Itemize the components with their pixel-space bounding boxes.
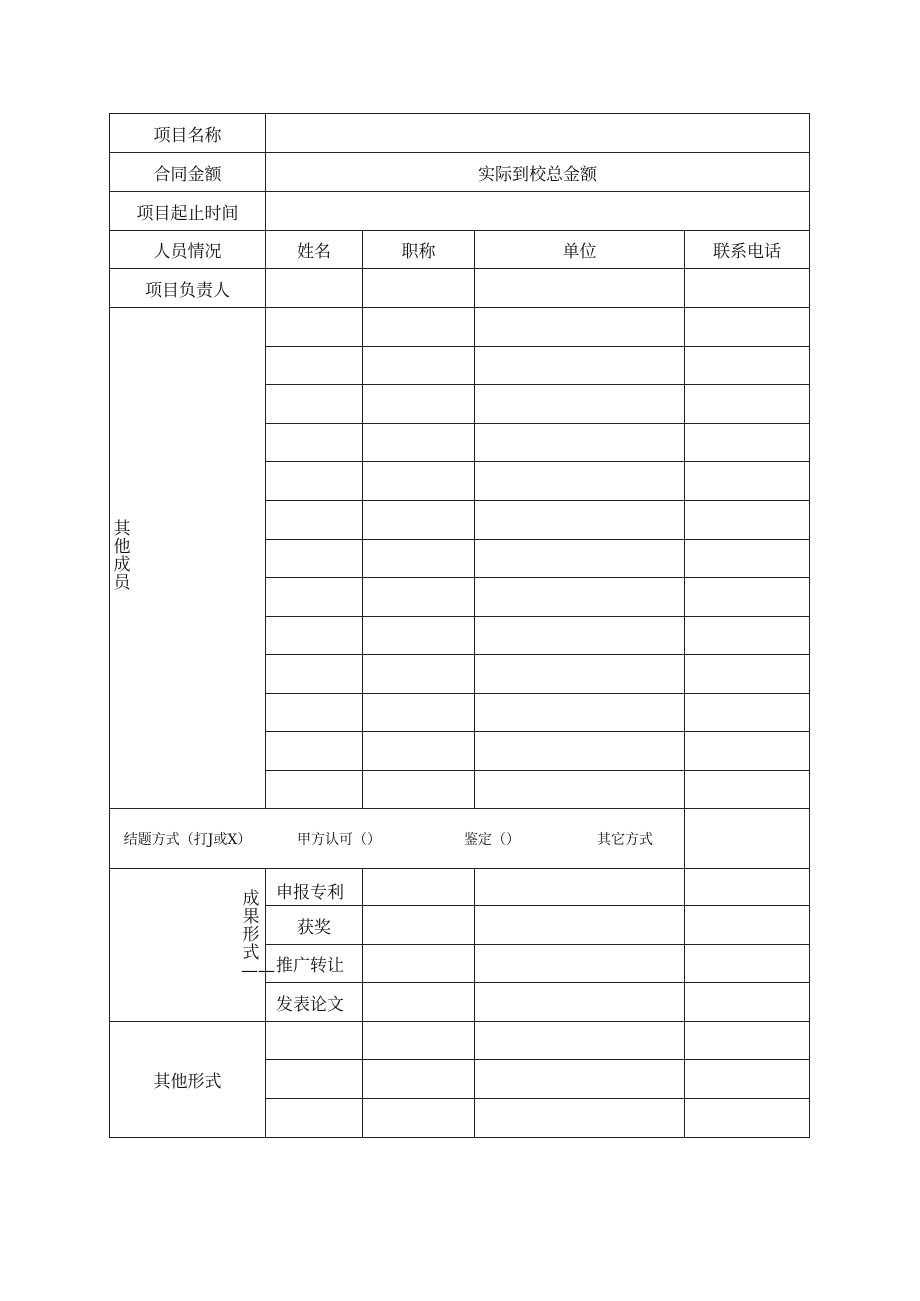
result-transfer-label: 推广转让 [276,956,344,976]
row-divider [265,616,809,617]
closing-option-approval[interactable]: 甲方认可（） [297,831,381,848]
col-divider [474,230,475,808]
project-name-label: 项目名称 [153,125,222,146]
result-patent-label: 申报专利 [276,883,344,903]
col-header-name: 姓名 [297,242,331,262]
actual-amount-label: 实际到校总金额 [478,164,597,185]
row-divider [265,654,809,655]
result-form-label: 成果形式—— [241,889,275,981]
row-divider [265,577,809,578]
row-divider [265,1059,809,1060]
row-divider [265,693,809,694]
col-header-title: 职称 [401,242,436,262]
col-header-phone: 联系电话 [713,242,781,262]
project-name-field[interactable] [266,114,809,152]
project-form-table [109,113,810,1138]
row-divider [265,1098,809,1099]
row-divider [110,307,809,308]
col-divider [362,868,363,1137]
other-forms-label: 其他形式 [153,1072,222,1092]
col-divider [362,230,363,808]
personnel-label: 人员情况 [153,242,222,262]
col-divider [684,808,685,1137]
other-members-label: 其他成员 [113,519,131,593]
col-divider [684,230,685,808]
row-divider [110,868,809,869]
row-divider [265,539,809,540]
result-award-label: 获奖 [297,917,331,938]
closing-method-label: 结题方式（打J或X） [123,831,252,848]
contract-amount-label: 合同金额 [153,164,222,185]
row-divider [265,384,809,385]
closing-option-appraisal[interactable]: 鉴定（） [464,831,520,848]
closing-option-other[interactable]: 其它方式 [597,831,653,848]
row-divider [265,346,809,347]
row-divider [265,770,809,771]
col-header-unit: 单位 [562,242,597,262]
row-divider [265,731,809,732]
project-period-label: 项目起止时间 [136,203,239,224]
result-paper-label: 发表论文 [276,994,344,1015]
row-divider [265,461,809,462]
col-divider [474,868,475,1137]
row-divider [265,423,809,424]
project-period-field[interactable] [266,192,809,230]
project-leader-label: 项目负责人 [145,280,230,301]
row-divider [265,500,809,501]
